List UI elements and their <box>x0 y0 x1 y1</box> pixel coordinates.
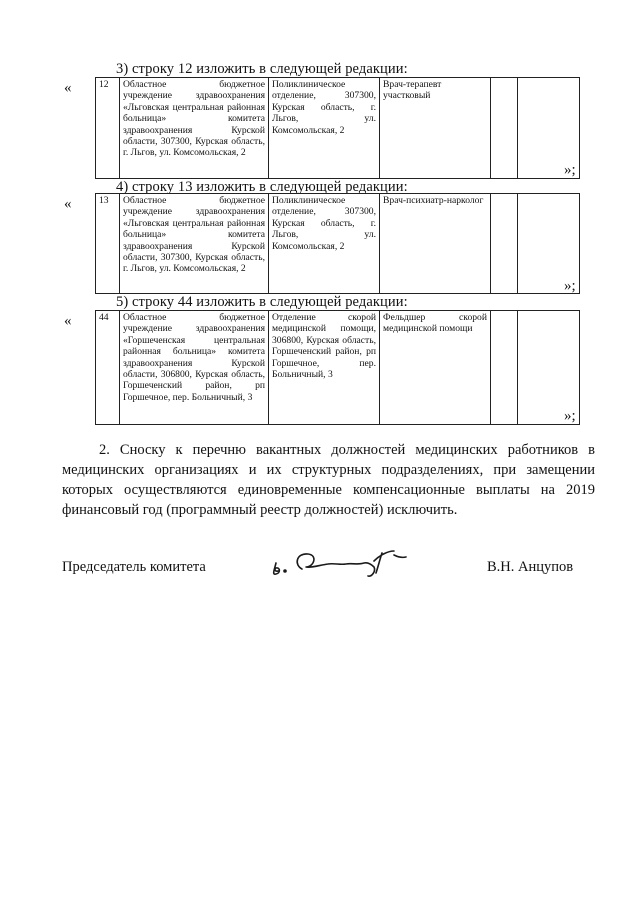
position-cell: Фельдшер скорой медицинской помощи <box>380 311 491 425</box>
table-row-12 <box>95 77 580 179</box>
department-cell: Отделение скорой медицинской помощи, 306800, Курская область, Горшеченский район, рп Горшечное, пер. Больничный, 3 <box>269 311 380 425</box>
organization-cell: Областное бюджетное учреждение здравоохранения «Горшеченская центральная районная больница» комитета здравоохранения Курской области, 306800, Курская область, Горшеченский район, рп Горшечное, пер. Больничный, 3 <box>120 311 269 425</box>
handwritten-signature <box>264 543 424 583</box>
position-cell: Врач-психиатр-нарколог <box>380 194 491 294</box>
section-heading: 4) строку 13 изложить в следующей редакции: <box>116 179 408 195</box>
organization-cell: Областное бюджетное учреждение здравоохранения «Льговская центральная районная больница» комитета здравоохранения Курской области, 307300, Курская область, г. Льгов, ул. Комсомольская, 2 <box>120 78 269 179</box>
row-number: 44 <box>96 311 120 425</box>
opening-quote: « <box>64 80 72 96</box>
closing-quote: »; <box>564 408 576 424</box>
table-row-13 <box>95 193 580 294</box>
footnote-paragraph: 2. Сноску к перечню вакантных должностей медицинских работников в медицинских организациях и их структурных подразделениях, при замещении которых осуществляются единовременные компенсационные выплаты на 2019 финансовый год (программный реестр должностей) исключить. <box>62 442 595 518</box>
position-cell: Врач-терапевт участковый <box>380 78 491 179</box>
opening-quote: « <box>64 313 72 329</box>
table-row-44 <box>95 310 580 425</box>
empty-cell <box>491 311 518 425</box>
signatory-name: В.Н. Анцупов <box>487 559 574 575</box>
section-heading: 5) строку 44 изложить в следующей редакции: <box>116 294 408 310</box>
row-number: 13 <box>96 194 120 294</box>
empty-cell <box>491 78 518 179</box>
opening-quote: « <box>64 196 72 212</box>
row-number: 12 <box>96 78 120 179</box>
empty-cell <box>491 194 518 294</box>
signatory-title: Председатель комитета <box>62 559 206 575</box>
department-cell: Поликлиническое отделение, 307300, Курская область, г. Льгов, ул. Комсомольская, 2 <box>269 78 380 179</box>
organization-cell: Областное бюджетное учреждение здравоохранения «Льговская центральная районная больница» комитета здравоохранения Курской области, 307300, Курская область, г. Льгов, ул. Комсомольская, 2 <box>120 194 269 294</box>
section-heading: 3) строку 12 изложить в следующей редакции: <box>116 61 408 77</box>
closing-quote: »; <box>564 162 576 178</box>
department-cell: Поликлиническое отделение, 307300, Курская область, г. Льгов, ул. Комсомольская, 2 <box>269 194 380 294</box>
closing-quote: »; <box>564 278 576 294</box>
